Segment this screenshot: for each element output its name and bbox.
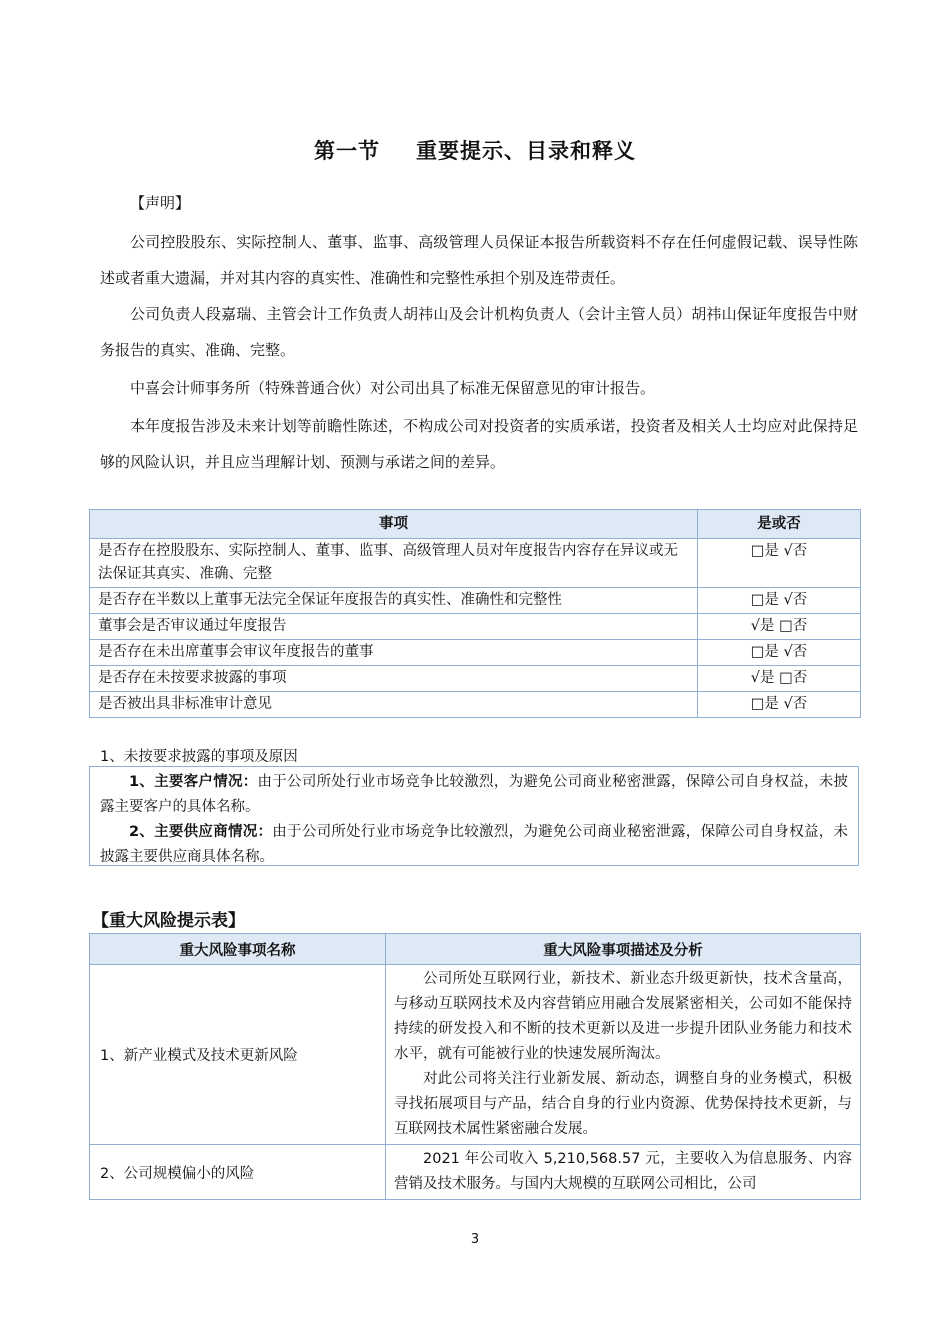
table-row <box>90 640 861 666</box>
table-row <box>90 965 861 1145</box>
risk-description <box>386 965 861 1145</box>
table-row <box>90 588 861 614</box>
matter-answer: □是 √否 <box>698 588 861 614</box>
risk-name: 2、公司规模偏小的风险 <box>90 1145 386 1200</box>
undisclosed-item-text: 由于公司所处行业市场竞争比较激烈，为避免公司商业秘密泄露，保障公司自身权益，未披露主要供应商具体名称。 <box>100 824 848 865</box>
matter-answer: √是 □否 <box>698 666 861 692</box>
declaration-paragraph: 公司控股股东、实际控制人、董事、监事、高级管理人员保证本报告所载资料不存在任何虚假记载、误导性陈述或者重大遗漏，并对其内容的真实性、准确性和完整性承担个别及连带责任。 <box>100 233 858 287</box>
undisclosed-item <box>100 770 848 820</box>
undisclosed-item-lead: 1、主要客户情况： <box>129 774 258 790</box>
section-title: 重要提示、目录和释义 <box>416 139 636 163</box>
matter-answer: □是 √否 <box>698 692 861 718</box>
table-row <box>90 1145 861 1200</box>
matter-answer: √是 □否 <box>698 614 861 640</box>
column-header: 重大风险事项名称 <box>90 934 386 965</box>
undisclosed-item-text: 由于公司所处行业市场竞争比较激烈，为避免公司商业秘密泄露，保障公司自身权益，未披露主要客户的具体名称。 <box>100 774 848 815</box>
matter-item: 是否存在未出席董事会审议年度报告的董事 <box>90 640 698 666</box>
column-header: 事项 <box>90 510 698 539</box>
risk-table-title: 【重大风险提示表】 <box>92 911 245 931</box>
table-header-row <box>90 934 861 965</box>
table-header-row <box>90 510 861 539</box>
page-title <box>0 135 950 165</box>
matter-item: 是否存在未按要求披露的事项 <box>90 666 698 692</box>
matters-table <box>89 509 861 718</box>
undisclosed-label: 1、未按要求披露的事项及原因 <box>100 749 298 765</box>
section-number: 第一节 <box>314 139 380 163</box>
table-row <box>90 614 861 640</box>
column-header: 是或否 <box>698 510 861 539</box>
declaration-paragraph: 公司负责人段嘉瑞、主管会计工作负责人胡祎山及会计机构负责人（会计主管人员）胡祎山保证年度报告中财务报告的真实、准确、完整。 <box>100 305 858 359</box>
matter-answer: □是 √否 <box>698 539 861 588</box>
risk-desc-paragraph: 对此公司将关注行业新发展、新动态，调整自身的业务模式，积极寻找拓展项目与产品，结合自身的行业内资源、优势保持技术更新，与互联网技术属性紧密融合发展。 <box>394 1071 852 1137</box>
declaration-paragraph: 中喜会计师事务所（特殊普通合伙）对公司出具了标准无保留意见的审计报告。 <box>130 379 656 397</box>
table-row <box>90 539 861 588</box>
undisclosed-item-lead: 2、主要供应商情况： <box>129 824 273 840</box>
risk-desc-paragraph: 公司所处互联网行业，新技术、新业态升级更新快，技术含量高，与移动互联网技术及内容营销应用融合发展紧密相关，公司如不能保持持续的研发投入和不断的技术更新以及进一步提升团队业务能力和技术水平，就有可能被行业的快速发展所淘汰。 <box>394 971 852 1062</box>
risk-desc-paragraph: 2021 年公司收入 5,210,568.57 元，主要收入为信息服务、内容营销及技术服务。与国内大规模的互联网公司相比，公司 <box>394 1151 852 1192</box>
page-number: 3 <box>470 1232 480 1247</box>
matter-item: 是否存在控股股东、实际控制人、董事、监事、高级管理人员对年度报告内容存在异议或无法保证其真实、准确、完整 <box>90 539 698 588</box>
matter-item: 是否存在半数以上董事无法完全保证年度报告的真实性、准确性和完整性 <box>90 588 698 614</box>
matter-item: 董事会是否审议通过年度报告 <box>90 614 698 640</box>
risk-table <box>89 933 861 1200</box>
risk-name: 1、新产业模式及技术更新风险 <box>90 965 386 1145</box>
undisclosed-box <box>89 766 859 866</box>
declaration-paragraph: 本年度报告涉及未来计划等前瞻性陈述，不构成公司对投资者的实质承诺，投资者及相关人士均应对此保持足够的风险认识，并且应当理解计划、预测与承诺之间的差异。 <box>100 417 858 471</box>
undisclosed-item <box>100 820 848 870</box>
risk-description <box>386 1145 861 1200</box>
table-row <box>90 666 861 692</box>
column-header: 重大风险事项描述及分析 <box>386 934 861 965</box>
matter-item: 是否被出具非标准审计意见 <box>90 692 698 718</box>
table-row <box>90 692 861 718</box>
matter-answer: □是 √否 <box>698 640 861 666</box>
declaration-label: 【声明】 <box>130 194 191 212</box>
